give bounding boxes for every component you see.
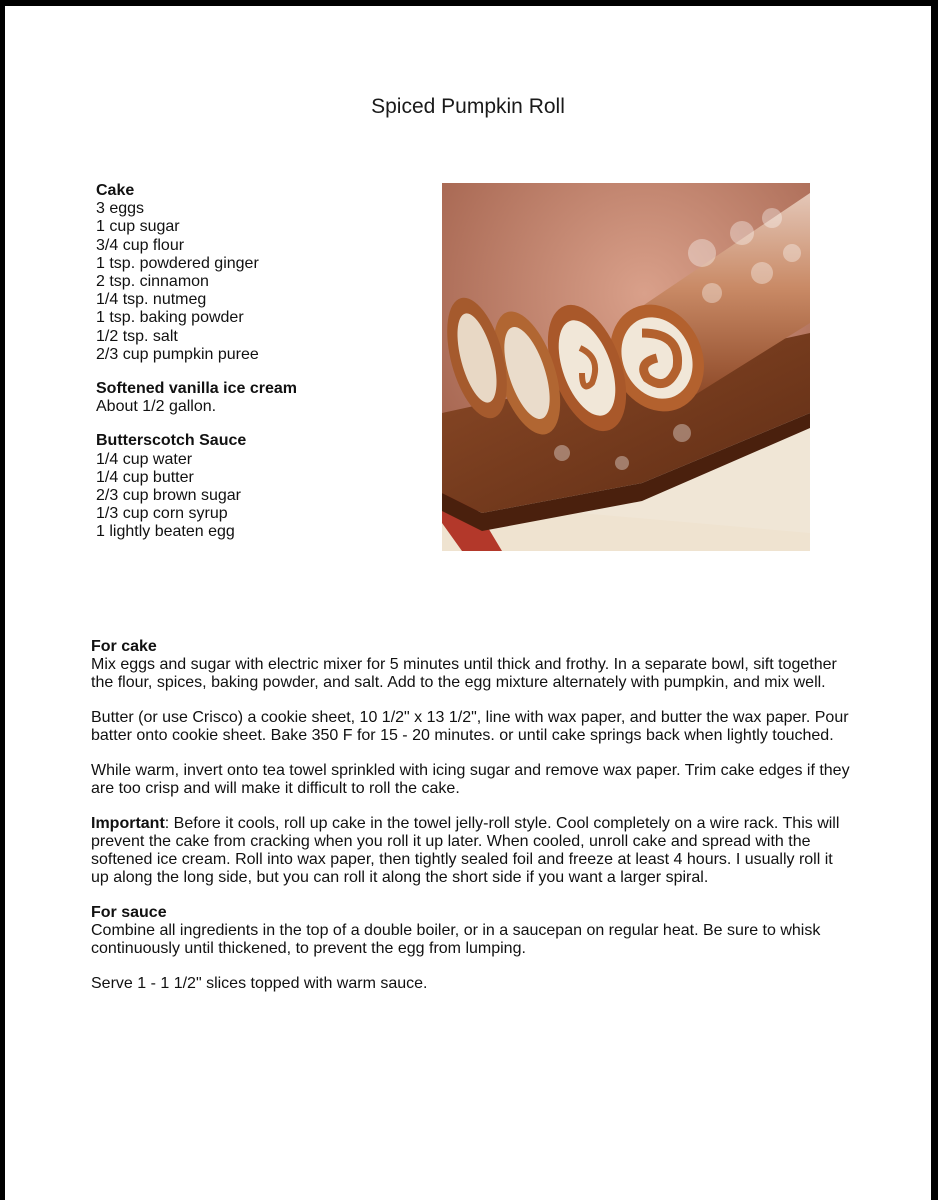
directions-important: [91, 815, 853, 887]
ingredient-item: 1 tsp. baking powder: [96, 309, 244, 327]
recipe-page: [5, 6, 931, 1200]
ingredient-heading: Softened vanilla ice cream: [96, 380, 297, 398]
paragraph-text: Mix eggs and sugar with electric mixer for 5 minutes until thick and frothy. In a separate bowl, sift together the flour, spices, baking powder, and salt. Add to the egg mixture alternately with pumpkin, and mix well.: [91, 656, 837, 691]
paragraph-text: While warm, invert onto tea towel sprinkled with icing sugar and remove wax paper. Trim cake edges if they are too crisp and will make it difficult to roll the cake.: [91, 762, 850, 797]
section-heading: For sauce: [91, 904, 167, 921]
directions-cake-intro: [91, 638, 853, 692]
ingredient-item: 1/4 cup butter: [96, 468, 194, 486]
ingredient-item: 1 lightly beaten egg: [96, 523, 235, 541]
pumpkin-roll-illustration: [442, 183, 810, 551]
directions-sauce: [91, 904, 853, 958]
ingredients-list: [96, 182, 426, 558]
ingredient-group-cake: [96, 182, 426, 364]
section-heading: For cake: [91, 638, 157, 655]
ingredient-item: 1/3 cup corn syrup: [96, 505, 228, 523]
ingredient-item: 3 eggs: [96, 200, 145, 218]
ingredient-item: 1/4 cup water: [96, 450, 193, 468]
ingredient-heading: Butterscotch Sauce: [96, 432, 247, 450]
ingredient-group-sauce: [96, 432, 426, 541]
ingredient-item: 1/2 tsp. salt: [96, 327, 178, 345]
pumpkin-roll-photo: [442, 183, 810, 551]
ingredient-item: 2/3 cup pumpkin puree: [96, 345, 259, 363]
paragraph-text: : Before it cools, roll up cake in the towel jelly-roll style. Cool completely on a wire rack. This will prevent the cake from cracking when you roll it up later. When cooled, unroll cake and spread with the softened ice cream. Roll into wax paper, then tightly sealed foil and freeze at least 4 hours. I usually roll it up along the long side, but you can roll it along the short side if you want a larger spiral.: [91, 815, 840, 886]
ingredient-item: 1 tsp. powdered ginger: [96, 254, 259, 272]
important-label: Important: [91, 815, 165, 832]
ingredient-heading: Cake: [96, 182, 135, 199]
ingredient-item: 2/3 cup brown sugar: [96, 487, 241, 505]
ingredient-item: 1 cup sugar: [96, 218, 180, 236]
directions: [91, 638, 853, 1010]
ingredient-group-ice-cream: [96, 380, 426, 416]
paragraph-text: Combine all ingredients in the top of a double boiler, or in a saucepan on regular heat. Be sure to whisk continuously until thickened, to prevent the egg from lumping.: [91, 922, 821, 957]
ingredient-item: 3/4 cup flour: [96, 236, 185, 254]
serve-note: Serve 1 - 1 1/2" slices topped with warm sauce.: [91, 975, 428, 992]
ingredient-item: 1/4 tsp. nutmeg: [96, 291, 207, 309]
ingredient-item: 2 tsp. cinnamon: [96, 273, 209, 291]
ingredient-item: About 1/2 gallon.: [96, 398, 217, 416]
page-title: Spiced Pumpkin Roll: [371, 95, 565, 118]
paragraph-text: Butter (or use Crisco) a cookie sheet, 10 1/2" x 13 1/2", line with wax paper, and butter the wax paper. Pour batter onto cookie sheet. Bake 350 F for 15 - 20 minutes. or until cake springs back when lightly touched.: [91, 709, 849, 744]
